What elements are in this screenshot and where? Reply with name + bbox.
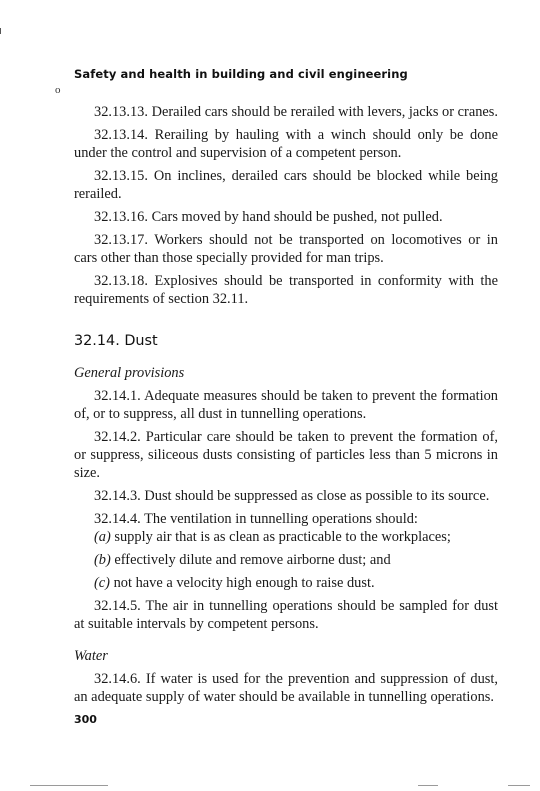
- paragraph-32-14-5: 32.14.5. The air in tunnelling operations should be sampled for dust at suitable intervals by competent persons.: [74, 598, 498, 632]
- paragraph-32-13-13: 32.13.13. Derailed cars should be rerailed with levers, jacks or cranes.: [94, 104, 498, 120]
- paragraph-32-14-1: 32.14.1. Adequate measures should be taken to prevent the formation of, or to suppress, all dust in tunnelling operations.: [74, 388, 498, 422]
- list-text-b: effectively dilute and remove airborne dust; and: [114, 552, 391, 568]
- list-label-c: (c): [94, 575, 110, 591]
- section-title: 32.14. Dust: [74, 333, 158, 349]
- bottom-edge-rule: [508, 785, 530, 786]
- list-item-c: [74, 574, 498, 592]
- bottom-edge-rule: [30, 785, 108, 786]
- paragraph-32-14-3: 32.14.3. Dust should be suppressed as close as possible to its source.: [94, 488, 490, 504]
- list-label-b: (b): [94, 552, 111, 568]
- paragraph-32-13-17: 32.13.17. Workers should not be transported on locomotives or in cars other than those specially provided for man trips.: [74, 232, 498, 266]
- list-label-a: (a): [94, 529, 111, 545]
- list-text-c: not have a velocity high enough to raise dust.: [113, 575, 375, 591]
- list-item-a: [74, 528, 498, 546]
- paragraph-32-13-14: 32.13.14. Rerailing by hauling with a winch should only be done under the control and supervision of a competent person.: [74, 127, 498, 161]
- paragraph-32-14-6: 32.14.6. If water is used for the prevention and suppression of dust, an adequate supply of water should be available in tunnelling operations.: [74, 671, 498, 705]
- paragraph-32-13-15: 32.13.15. On inclines, derailed cars should be blocked while being rerailed.: [74, 168, 498, 202]
- subhead-water: Water: [74, 648, 108, 664]
- page-body: [74, 103, 498, 711]
- subhead-general-provisions: General provisions: [74, 365, 185, 381]
- running-head: Safety and health in building and civil engineering: [74, 67, 408, 81]
- margin-mark: o: [55, 84, 61, 96]
- paragraph-32-14-4: 32.14.4. The ventilation in tunnelling operations should:: [94, 511, 418, 527]
- scan-edge-mark: [0, 28, 1, 34]
- paragraph-32-13-16: 32.13.16. Cars moved by hand should be pushed, not pulled.: [94, 209, 443, 225]
- page-number: 300: [74, 713, 97, 726]
- bottom-edge-rule: [418, 785, 438, 786]
- paragraph-32-13-18: 32.13.18. Explosives should be transported in conformity with the requirements of section 32.11.: [74, 273, 498, 307]
- list-item-b: [74, 551, 498, 569]
- paragraph-32-14-2: 32.14.2. Particular care should be taken to prevent the formation of, or suppress, siliceous dusts consisting of particles less than 5 microns in size.: [74, 429, 498, 481]
- list-text-a: supply air that is as clean as practicable to the workplaces;: [114, 529, 451, 545]
